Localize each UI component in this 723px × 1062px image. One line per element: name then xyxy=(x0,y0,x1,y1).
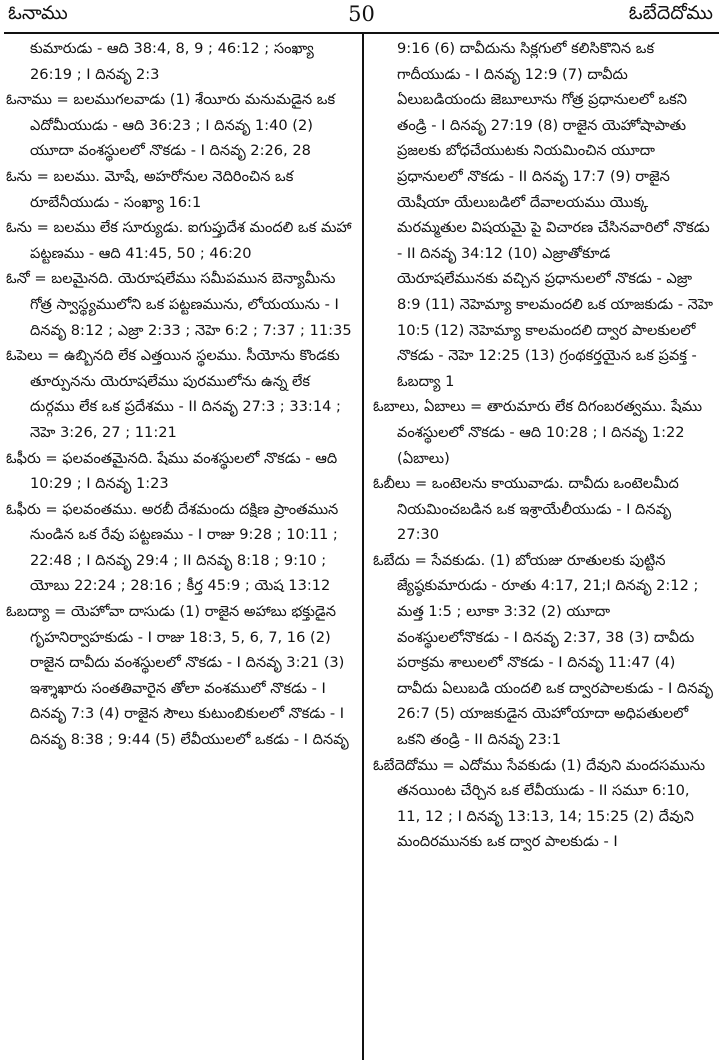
dictionary-entry: ఓబేదు = సేవకుడు. (1) బోయజు రూతులకు పుట్టిన జ్యేష్ఠకుమారుడు - రూతు 4:17, 21;I దినవృ 2:12 ; మత్త 1:5 ; లూకా 3:32 (2) యూదా వంశస్థులలోనొకడు - I దినవృ 2:37, 38 (3) దావీదు పరాక్రమ శాలులలో నొకడు - I దినవృ 11:47 (4) దావీదు ఏలుబడి యందలి ఒక ద్వారపాలకుడు - I దినవృ 26:7 (5) యాజకుడైన యెహోయాదా అధిపతులలో ఒకని తండ్రి - II దినవృ 23:1 xyxy=(373,551,713,749)
dictionary-entry: ఓబేదెదోము = ఎదోము సేవకుడు (1) దేవుని మందసమును తనయింట చేర్చిన ఒక లేవీయుడు - II సమూ 6:10, 11, 12 ; I దినవృ 13:13, 14; 15:25 (2) దేవుని మందిరమునకు ఒక ద్వార పాలకుడు - I xyxy=(373,756,706,851)
dictionary-entry: ఓనో = బలమైనది. యెరూషలేము సమీపమున బెన్యామీను గోత్ర స్వాస్థ్యములోని ఒక పట్టణమును, లోయయును - I దినవృ 8:12 ; ఎజ్రా 2:33 ; నెహె 6:2 ; 7:37 ; 11:35 xyxy=(6,270,352,339)
dictionary-entry: ఓపెలు = ఉబ్బినది లేక ఎత్తయిన స్థలము. సీయోను కొండకు తూర్పునను యెరూషలేము పురములోను ఉన్న లేక దుర్గము లేక ఒక ప్రదేశము - II దినవృ 27:3 ; 33:14 ; నెహె 3:26, 27 ; 11:21 xyxy=(6,347,341,441)
page-header xyxy=(0,0,723,30)
page-number: 50 xyxy=(348,2,375,26)
dictionary-entry: ఓను = బలము లేక సూర్యుడు. ఐగుప్తుదేశ మందలి ఒక మహా పట్టణము - ఆది 41:45, 50 ; 46:20 xyxy=(6,219,352,262)
dictionary-entry: ఓను = బలము. మోషే, అహరోనుల నెదిరించిన ఒక రూబేనీయుడు - సంఖ్యా 16:1 xyxy=(6,167,294,211)
column-divider xyxy=(362,34,364,1060)
left-column xyxy=(6,36,356,1062)
running-head-left: ఓనాము xyxy=(8,2,68,24)
dictionary-entry: ఓఫీరు = ఫలవంతము. అరబీ దేశమందు దక్షిణ ప్రాంతమున నుండిన ఒక రేవు పట్టణము - I రాజు 9:28 ; 10:11 ; 22:48 ; I దినవృ 29:4 ; II దినవృ 8:18 ; 9:10 ; యోబు 22:24 ; 28:16 ; కీర్త 45:9 ; యెష 13:12 xyxy=(6,500,339,595)
dictionary-entry-continued: కుమారుడు - ఆది 38:4, 8, 9 ; 46:12 ; సంఖ్యా 26:19 ; I దినవృ 2:3 xyxy=(30,40,314,83)
dictionary-entry: ఓనాము = బలముగలవాడు (1) శేయీరు మనుమడైన ఒక ఎదోమీయుడు - ఆది 36:23 ; I దినవృ 1:40 (2) యూదా వంశస్థులలో నొకడు - I దినవృ 2:26, 28 xyxy=(6,91,336,160)
running-head-right: ఓబేదెదోము xyxy=(628,2,713,24)
right-column xyxy=(373,36,715,1062)
dictionary-entry: ఓబద్యా = యెహోవా దాసుడు (1) రాజైన అహాబు భక్తుడైన గృహనిర్వాహకుడు - I రాజు 18:3, 5, 6, 7, 16 (2) రాజైన దావీదు వంశస్థులలో నొకడు - I దినవృ 3:21 (3) ఇశ్శాఖారు సంతతివారైన తోలా వంశములో నొకడు - I దినవృ 7:3 (4) రాజైన సౌలు కుటుంబికులలో నొకడు - I దినవృ 8:38 ; 9:44 (5) లేవీయులలో ఒకడు - I దినవృ xyxy=(6,603,349,749)
dictionary-entry: ఓఫీరు = ఫలవంతమైనది. షేము వంశస్థులలో నొకడు - ఆది 10:29 ; I దినవృ 1:23 xyxy=(6,449,338,493)
dictionary-entry: ఓబీలు = ఒంటెలను కాయువాడు. దావీదు ఒంటెలమీద నియమించబడిన ఒక ఇశ్రాయేలీయుడు - I దినవృ 27:30 xyxy=(373,475,679,544)
dictionary-entry-continued: 9:16 (6) దావీదును సిక్లగులో కలిసికొనిన ఒక గాదీయుడు - I దినవృ 12:9 (7) దావీదు ఏలుబడియందు జెబూలూను గోత్ర ప్రధానులలో ఒకని తండ్రి - I దినవృ 27:19 (8) రాజైన యెహోషాపాతు ప్రజలకు బోధచేయుటకు నియమించిన యూదా ప్రధానులలో నొకడు - II దినవృ 17:7 (9) రాజైన యెషీయా యేలుబడిలో దేవాలయము యొక్క మరమ్మతుల విషయమై పై విచారణ చేసినవారిలో నొకడు - II దినవృ 34:12 (10) ఎజ్రాతోకూడ యెరూషలేమునకు వచ్చిన ప్రధానులలో నొకడు - ఎజ్రా 8:9 (11) నెహెమ్యా కాలమందలి ఒక యాజకుడు - నెహె 10:5 (12) నెహెమ్యా కాలమందలి ద్వార పాలకులలో నొకడు - నెహె 12:25 (13) గ్రంథకర్తయైన ఒక ప్రవక్త - ఓబద్యా 1 xyxy=(397,40,713,390)
dictionary-entry: ఓబాలు, ఏబాలు = తారుమారు లేక దిగంబరత్వము. షేము వంశస్థులలో నొకడు - ఆది 10:28 ; I దినవృ 1:22 (ఏబాలు) xyxy=(373,398,703,467)
